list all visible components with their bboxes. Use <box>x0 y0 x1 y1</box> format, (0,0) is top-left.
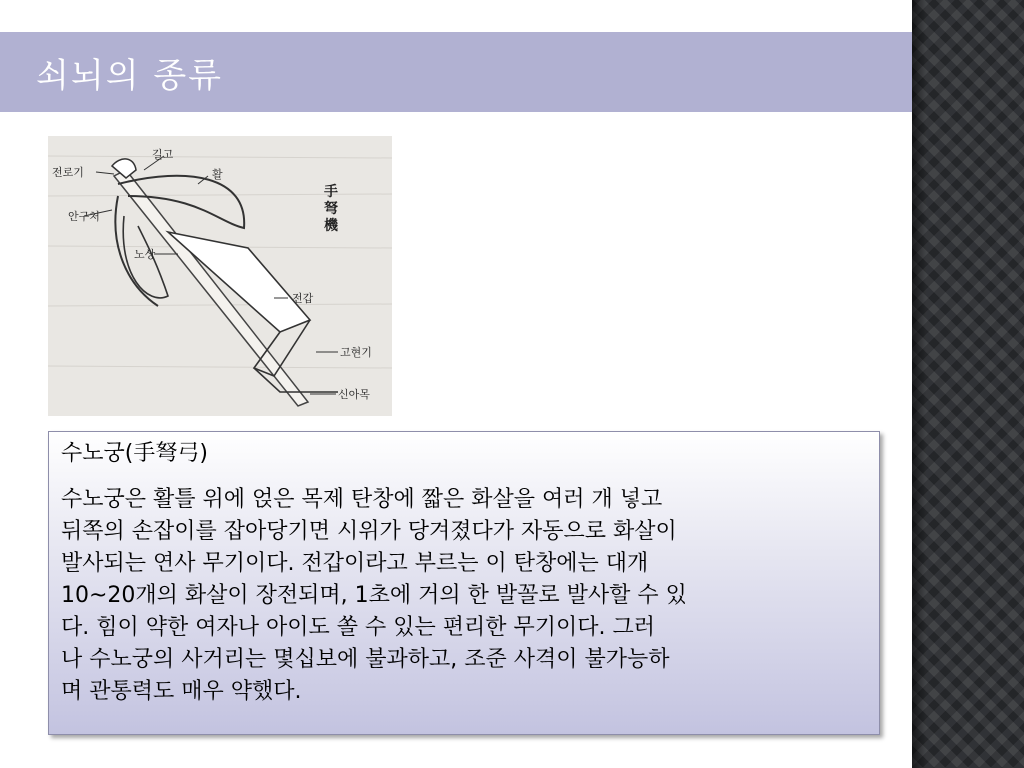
label-anguche: 안구처 <box>68 210 100 223</box>
description-paragraph: 수노궁은 활틀 위에 얹은 목제 탄창에 짧은 화살을 여러 개 넣고 뒤쪽의 손잡이를 잡아당기면 시위가 당겨졌다가 자동으로 화살이 발사되는 연사 무기이다. 전갑이라고 부르는 이 탄창에는 대개 10~20개의 화살이 장전되며, 1초에 거의 한 발꼴로 발사할 수 있 다. 힘이 약한 여자나 아이도 쏠 수 있는 편리한 무기이다. 그러 나 수노궁의 사거리는 몇십보에 불과하고, 조준 사격이 불가능하 며 관통력도 매우 약했다. <box>61 487 687 704</box>
label-gilgo: 길고 <box>152 148 174 161</box>
label-side-text: 手弩機 <box>324 184 338 234</box>
title-bar <box>0 32 912 112</box>
label-nosang: 노상 <box>134 248 156 261</box>
slide-title: 쇠뇌의 종류 <box>36 56 224 96</box>
label-gohyeongi: 고현기 <box>340 346 372 359</box>
label-jeongap: 전갑 <box>292 292 314 305</box>
label-hwal: 활 <box>212 168 223 181</box>
description-box <box>48 431 880 735</box>
label-sinamok: 신아목 <box>338 388 370 401</box>
decorative-side-strip <box>912 0 1024 768</box>
label-jeonrogi: 전로기 <box>52 166 84 179</box>
crossbow-diagram <box>48 136 392 416</box>
description-heading: 수노궁(手弩弓) <box>61 441 208 466</box>
